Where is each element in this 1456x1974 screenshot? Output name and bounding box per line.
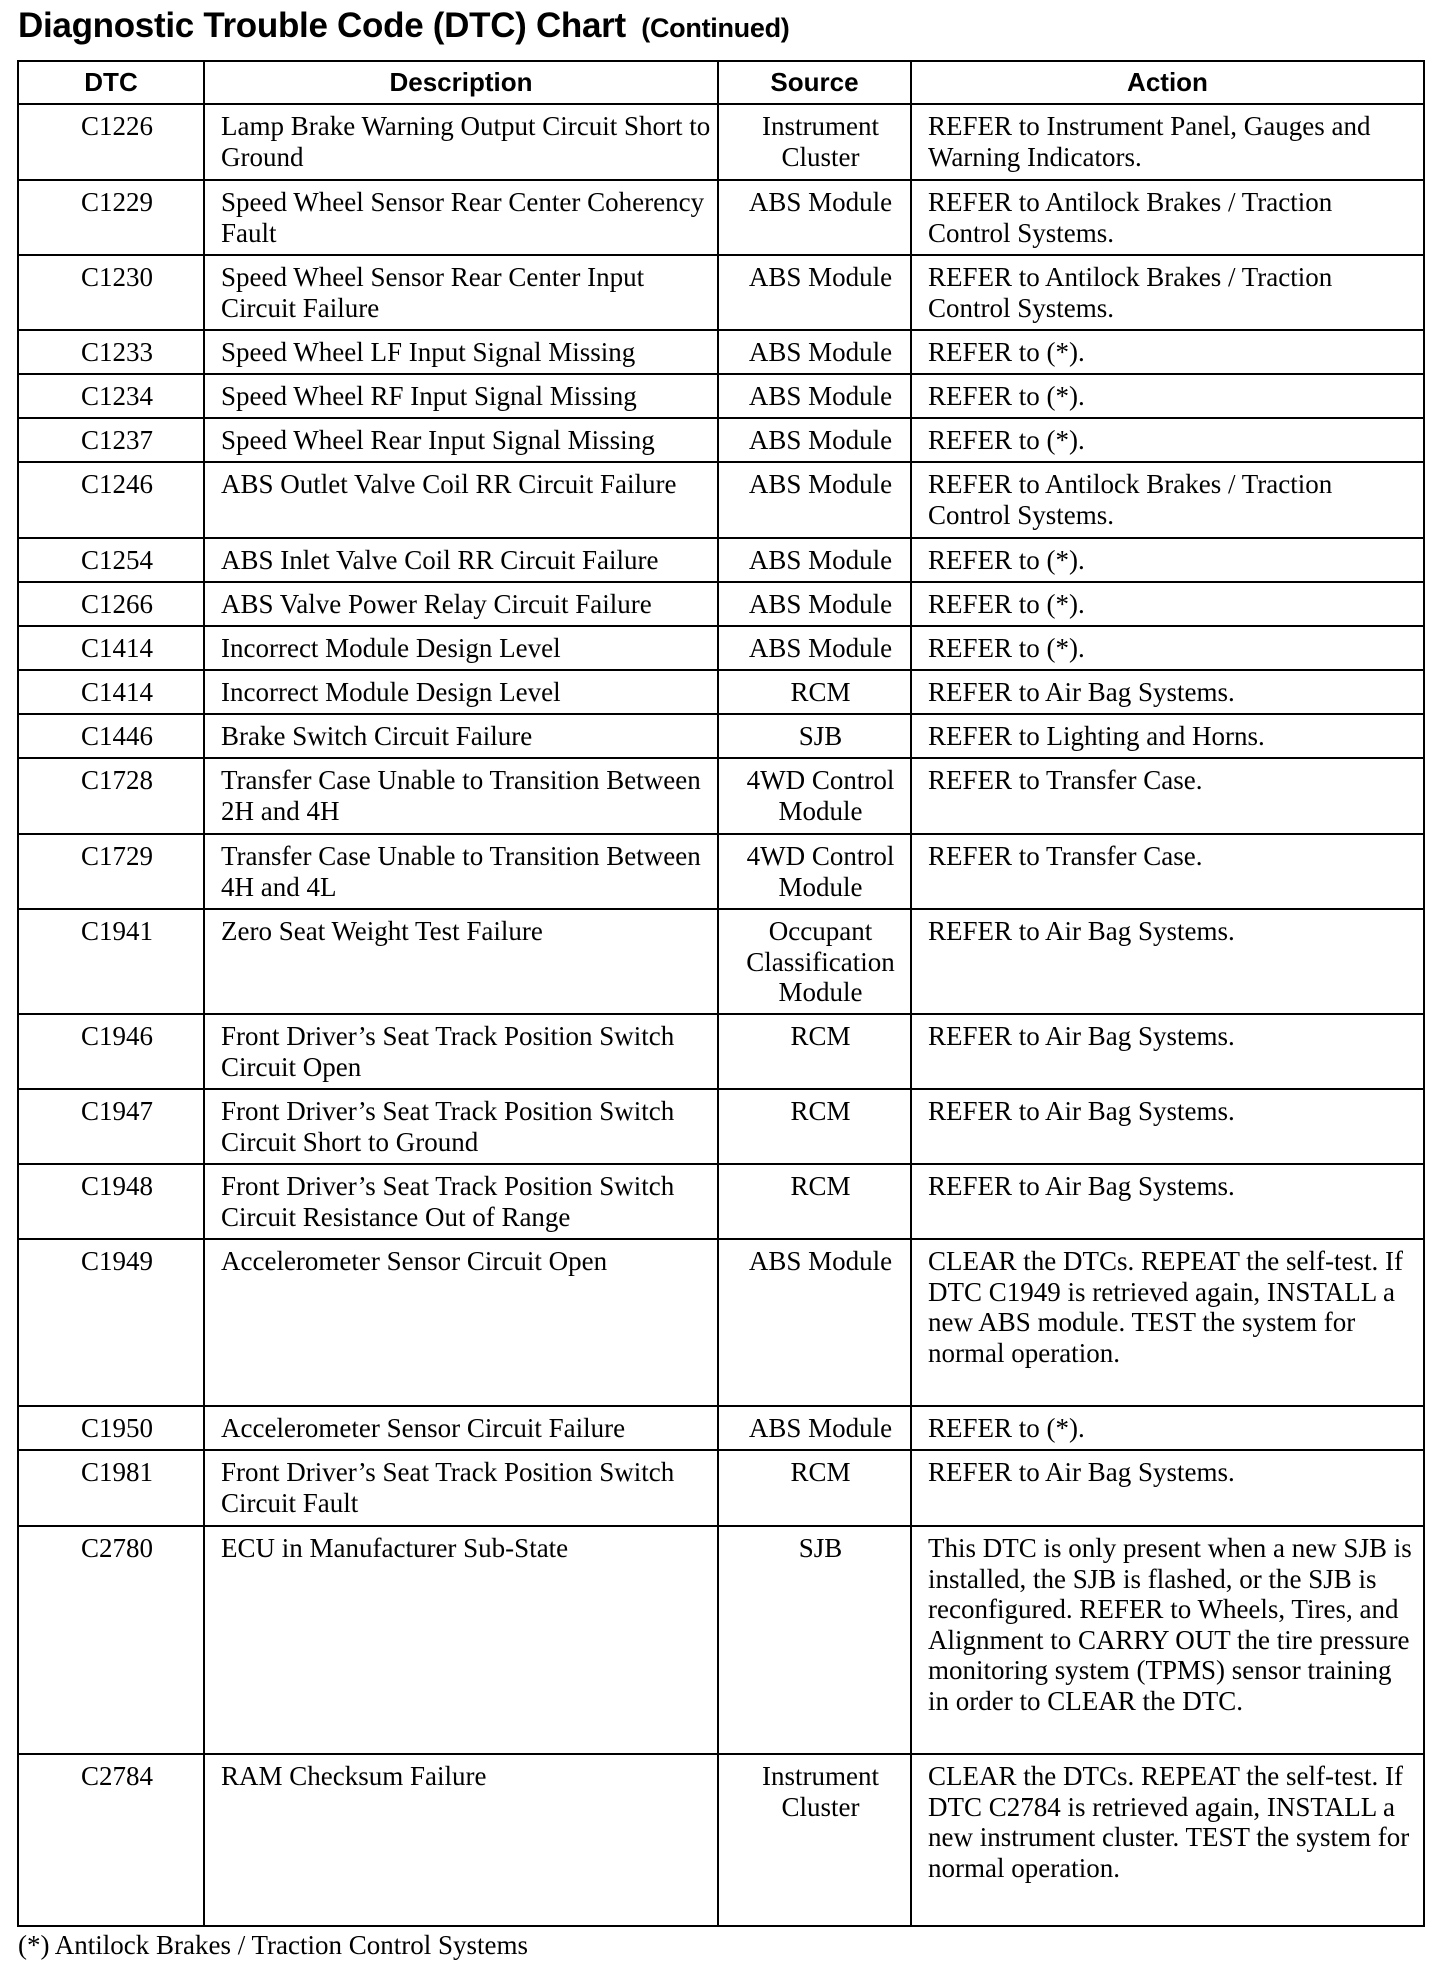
- cell-source: ABS Module: [718, 462, 911, 538]
- table-row: [18, 626, 1424, 670]
- cell-action: REFER to (*).: [911, 330, 1424, 374]
- table-row: [18, 758, 1424, 834]
- cell-source: Instrument Cluster: [718, 104, 911, 180]
- cell-source: ABS Module: [718, 255, 911, 330]
- cell-source: SJB: [718, 1526, 911, 1754]
- table-row: [18, 1089, 1424, 1164]
- cell-description: Transfer Case Unable to Transition Between 4H and 4L: [204, 834, 718, 909]
- header-source: Source: [718, 61, 911, 104]
- cell-dtc: C1981: [18, 1450, 204, 1526]
- table-row: [18, 255, 1424, 330]
- table-header-row: [18, 61, 1424, 104]
- cell-action: REFER to Air Bag Systems.: [911, 909, 1424, 1014]
- cell-source: ABS Module: [718, 180, 911, 255]
- cell-dtc: C1234: [18, 374, 204, 418]
- cell-source: Instrument Cluster: [718, 1754, 911, 1926]
- cell-action: REFER to (*).: [911, 538, 1424, 582]
- table-row: [18, 462, 1424, 538]
- cell-action: REFER to Lighting and Horns.: [911, 714, 1424, 758]
- cell-dtc: C1950: [18, 1406, 204, 1450]
- cell-dtc: C1446: [18, 714, 204, 758]
- cell-dtc: C1246: [18, 462, 204, 538]
- cell-dtc: C1941: [18, 909, 204, 1014]
- cell-action: REFER to Air Bag Systems.: [911, 670, 1424, 714]
- cell-source: ABS Module: [718, 418, 911, 462]
- cell-action: REFER to Air Bag Systems.: [911, 1089, 1424, 1164]
- cell-source: ABS Module: [718, 538, 911, 582]
- cell-description: Speed Wheel LF Input Signal Missing: [204, 330, 718, 374]
- cell-dtc: C1946: [18, 1014, 204, 1089]
- cell-action: REFER to Instrument Panel, Gauges and Warning Indicators.: [911, 104, 1424, 180]
- cell-action: REFER to (*).: [911, 626, 1424, 670]
- cell-action: REFER to Air Bag Systems.: [911, 1450, 1424, 1526]
- cell-description: Speed Wheel Sensor Rear Center Coherency Fault: [204, 180, 718, 255]
- cell-description: Incorrect Module Design Level: [204, 626, 718, 670]
- cell-source: RCM: [718, 1450, 911, 1526]
- cell-dtc: C2780: [18, 1526, 204, 1754]
- table-row: [18, 670, 1424, 714]
- table-row: [18, 1754, 1424, 1926]
- table-row: [18, 330, 1424, 374]
- cell-dtc: C1414: [18, 626, 204, 670]
- cell-action: REFER to Antilock Brakes / Traction Control Systems.: [911, 255, 1424, 330]
- cell-description: Zero Seat Weight Test Failure: [204, 909, 718, 1014]
- header-description: Description: [204, 61, 718, 104]
- cell-description: ABS Outlet Valve Coil RR Circuit Failure: [204, 462, 718, 538]
- cell-action: REFER to Antilock Brakes / Traction Control Systems.: [911, 180, 1424, 255]
- cell-source: RCM: [718, 1014, 911, 1089]
- cell-dtc: C1233: [18, 330, 204, 374]
- cell-description: ECU in Manufacturer Sub-State: [204, 1526, 718, 1754]
- cell-dtc: C1948: [18, 1164, 204, 1239]
- dtc-table: [17, 60, 1425, 1927]
- cell-source: SJB: [718, 714, 911, 758]
- header-dtc: DTC: [18, 61, 204, 104]
- table-row: [18, 582, 1424, 626]
- cell-action: CLEAR the DTCs. REPEAT the self-test. If DTC C1949 is retrieved again, INSTALL a new ABS module. TEST the system for normal operation.: [911, 1239, 1424, 1406]
- cell-dtc: C1414: [18, 670, 204, 714]
- cell-action: REFER to (*).: [911, 582, 1424, 626]
- cell-description: Transfer Case Unable to Transition Between 2H and 4H: [204, 758, 718, 834]
- cell-description: RAM Checksum Failure: [204, 1754, 718, 1926]
- cell-source: ABS Module: [718, 582, 911, 626]
- cell-description: Accelerometer Sensor Circuit Open: [204, 1239, 718, 1406]
- cell-source: ABS Module: [718, 626, 911, 670]
- cell-description: Speed Wheel Sensor Rear Center Input Circuit Failure: [204, 255, 718, 330]
- header-action: Action: [911, 61, 1424, 104]
- cell-description: Front Driver’s Seat Track Position Switch Circuit Resistance Out of Range: [204, 1164, 718, 1239]
- cell-source: RCM: [718, 1089, 911, 1164]
- cell-source: Occupant Classification Module: [718, 909, 911, 1014]
- page-title: [18, 6, 789, 46]
- table-row: [18, 1164, 1424, 1239]
- table-row: [18, 104, 1424, 180]
- cell-description: Speed Wheel RF Input Signal Missing: [204, 374, 718, 418]
- table-row: [18, 714, 1424, 758]
- cell-action: REFER to Transfer Case.: [911, 834, 1424, 909]
- cell-description: ABS Valve Power Relay Circuit Failure: [204, 582, 718, 626]
- cell-source: ABS Module: [718, 330, 911, 374]
- title-text: Diagnostic Trouble Code (DTC) Chart: [18, 6, 626, 45]
- cell-description: ABS Inlet Valve Coil RR Circuit Failure: [204, 538, 718, 582]
- cell-dtc: C1728: [18, 758, 204, 834]
- table-row: [18, 180, 1424, 255]
- footnote: (*) Antilock Brakes / Traction Control Systems: [18, 1930, 528, 1960]
- cell-description: Speed Wheel Rear Input Signal Missing: [204, 418, 718, 462]
- cell-source: ABS Module: [718, 374, 911, 418]
- cell-action: CLEAR the DTCs. REPEAT the self-test. If DTC C2784 is retrieved again, INSTALL a new instrument cluster. TEST the system for normal operation.: [911, 1754, 1424, 1926]
- cell-dtc: C1254: [18, 538, 204, 582]
- table-row: [18, 418, 1424, 462]
- cell-action: This DTC is only present when a new SJB is installed, the SJB is flashed, or the SJB is reconfigured. REFER to Wheels, Tires, and Alignment to CARRY OUT the tire pressure monitoring system (TPMS) sensor training in order to CLEAR the DTC.: [911, 1526, 1424, 1754]
- cell-source: ABS Module: [718, 1239, 911, 1406]
- cell-dtc: C1226: [18, 104, 204, 180]
- cell-source: ABS Module: [718, 1406, 911, 1450]
- cell-description: Incorrect Module Design Level: [204, 670, 718, 714]
- cell-description: Accelerometer Sensor Circuit Failure: [204, 1406, 718, 1450]
- table-row: [18, 909, 1424, 1014]
- table-row: [18, 374, 1424, 418]
- cell-source: RCM: [718, 1164, 911, 1239]
- table-row: [18, 1406, 1424, 1450]
- title-suffix: (Continued): [641, 13, 790, 43]
- cell-action: REFER to (*).: [911, 1406, 1424, 1450]
- cell-dtc: C1266: [18, 582, 204, 626]
- cell-action: REFER to (*).: [911, 418, 1424, 462]
- table-row: [18, 834, 1424, 909]
- cell-dtc: C1229: [18, 180, 204, 255]
- cell-dtc: C1230: [18, 255, 204, 330]
- cell-dtc: C1729: [18, 834, 204, 909]
- cell-dtc: C2784: [18, 1754, 204, 1926]
- table-row: [18, 1450, 1424, 1526]
- cell-description: Front Driver’s Seat Track Position Switch Circuit Short to Ground: [204, 1089, 718, 1164]
- cell-description: Brake Switch Circuit Failure: [204, 714, 718, 758]
- cell-action: REFER to Air Bag Systems.: [911, 1014, 1424, 1089]
- cell-description: Front Driver’s Seat Track Position Switch Circuit Open: [204, 1014, 718, 1089]
- cell-source: 4WD Control Module: [718, 834, 911, 909]
- cell-description: Lamp Brake Warning Output Circuit Short to Ground: [204, 104, 718, 180]
- table-row: [18, 1239, 1424, 1406]
- cell-action: REFER to Air Bag Systems.: [911, 1164, 1424, 1239]
- cell-action: REFER to (*).: [911, 374, 1424, 418]
- cell-action: REFER to Antilock Brakes / Traction Control Systems.: [911, 462, 1424, 538]
- table-row: [18, 1014, 1424, 1089]
- cell-dtc: C1949: [18, 1239, 204, 1406]
- cell-action: REFER to Transfer Case.: [911, 758, 1424, 834]
- cell-source: 4WD Control Module: [718, 758, 911, 834]
- table-row: [18, 538, 1424, 582]
- cell-dtc: C1237: [18, 418, 204, 462]
- table-row: [18, 1526, 1424, 1754]
- cell-source: RCM: [718, 670, 911, 714]
- cell-dtc: C1947: [18, 1089, 204, 1164]
- cell-description: Front Driver’s Seat Track Position Switch Circuit Fault: [204, 1450, 718, 1526]
